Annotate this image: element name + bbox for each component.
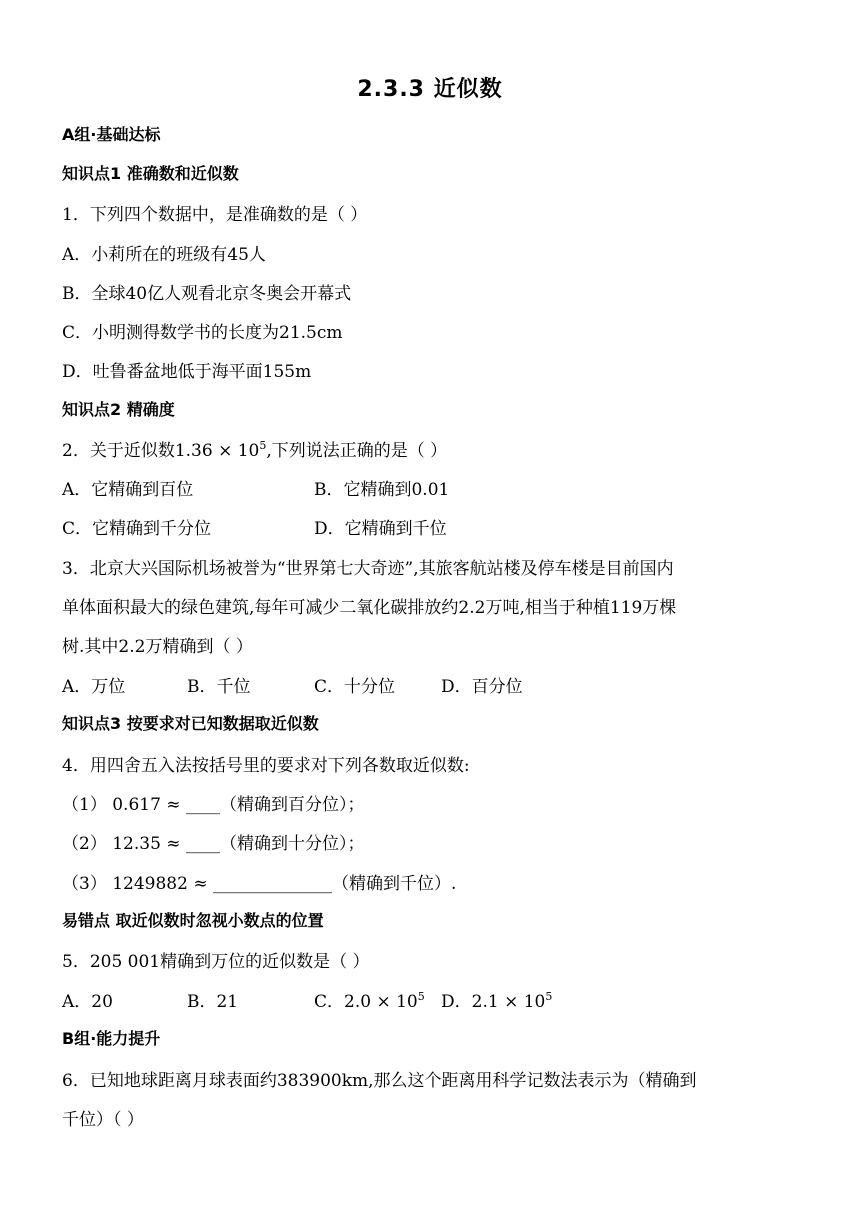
question-5-option-c-text: C．2.0 × 10 xyxy=(314,992,418,1012)
knowledge-point-3-heading: 知识点3 按要求对已知数据取近似数 xyxy=(62,714,319,733)
question-5-option-d xyxy=(441,987,552,1012)
question-2-stem-text: 2．关于近似数1.36 × 10 xyxy=(62,441,260,461)
group-a-heading: A组·基础达标 xyxy=(62,125,161,144)
question-5-option-b: B．21 xyxy=(187,992,239,1012)
common-error-heading: 易错点 取近似数时忽视小数点的位置 xyxy=(62,911,324,930)
question-1-stem: 1．下列四个数据中，是准确数的是（ ） xyxy=(62,205,368,225)
question-1-option-d: D．吐鲁番盆地低于海平面155m xyxy=(62,362,312,382)
question-4-stem: 4．用四舍五入法按括号里的要求对下列各数取近似数: xyxy=(62,756,470,776)
question-4-part-2: （2） 12.35 ≈ ____（精确到十分位）； xyxy=(62,834,365,854)
question-3-line-2: 单体面积最大的绿色建筑,每年可减少二氧化碳排放约2.2万吨,相当于种植119万棵 xyxy=(62,598,677,618)
question-6-line-1: 6．已知地球距离月球表面约383900km,那么这个距离用科学记数法表示为（精确到 xyxy=(62,1071,697,1091)
question-5-option-c-exponent: 5 xyxy=(417,990,425,1003)
question-2-stem xyxy=(62,436,447,461)
question-2-option-d: D．它精确到千位 xyxy=(314,519,447,539)
question-3-option-c: C．十分位 xyxy=(314,677,396,697)
question-1-option-a: A．小莉所在的班级有45人 xyxy=(62,245,266,265)
question-5-option-c xyxy=(314,987,425,1012)
question-4-part-3: （3） 1249882 ≈ ______________（精确到千位）. xyxy=(62,874,457,894)
question-5-option-a: A．20 xyxy=(62,992,113,1012)
question-3-line-3: 树.其中2.2万精确到（ ） xyxy=(62,637,253,657)
question-2-option-c: C．它精确到千分位 xyxy=(62,519,212,539)
question-2-option-b: B．它精确到0.01 xyxy=(314,480,450,500)
knowledge-point-1-heading: 知识点1 准确数和近似数 xyxy=(62,164,239,183)
page-title: 2.3.3 近似数 xyxy=(357,77,503,102)
question-3-option-a: A．万位 xyxy=(62,677,126,697)
question-3-option-d: D．百分位 xyxy=(441,677,523,697)
question-2-exponent: 5 xyxy=(259,439,267,452)
question-1-option-b: B．全球40亿人观看北京冬奥会开幕式 xyxy=(62,284,352,304)
question-5-stem: 5．205 001精确到万位的近似数是（ ） xyxy=(62,952,370,972)
question-2-stem-tail: ,下列说法正确的是（ ） xyxy=(266,441,448,461)
question-5-option-d-exponent: 5 xyxy=(545,990,553,1003)
question-3-line-1: 3．北京大兴国际机场被誉为“世界第七大奇迹”,其旅客航站楼及停车楼是目前国内 xyxy=(62,559,674,579)
question-6-line-2: 千位）（ ） xyxy=(62,1110,144,1130)
question-2-option-a: A．它精确到百位 xyxy=(62,480,194,500)
knowledge-point-2-heading: 知识点2 精确度 xyxy=(62,400,175,419)
group-b-heading: B组·能力提升 xyxy=(62,1029,161,1048)
question-3-option-b: B．千位 xyxy=(187,677,251,697)
question-1-option-c: C．小明测得数学书的长度为21.5cm xyxy=(62,323,343,343)
question-5-option-d-text: D．2.1 × 10 xyxy=(441,992,546,1012)
question-4-part-1: （1） 0.617 ≈ ____（精确到百分位）； xyxy=(62,795,365,815)
